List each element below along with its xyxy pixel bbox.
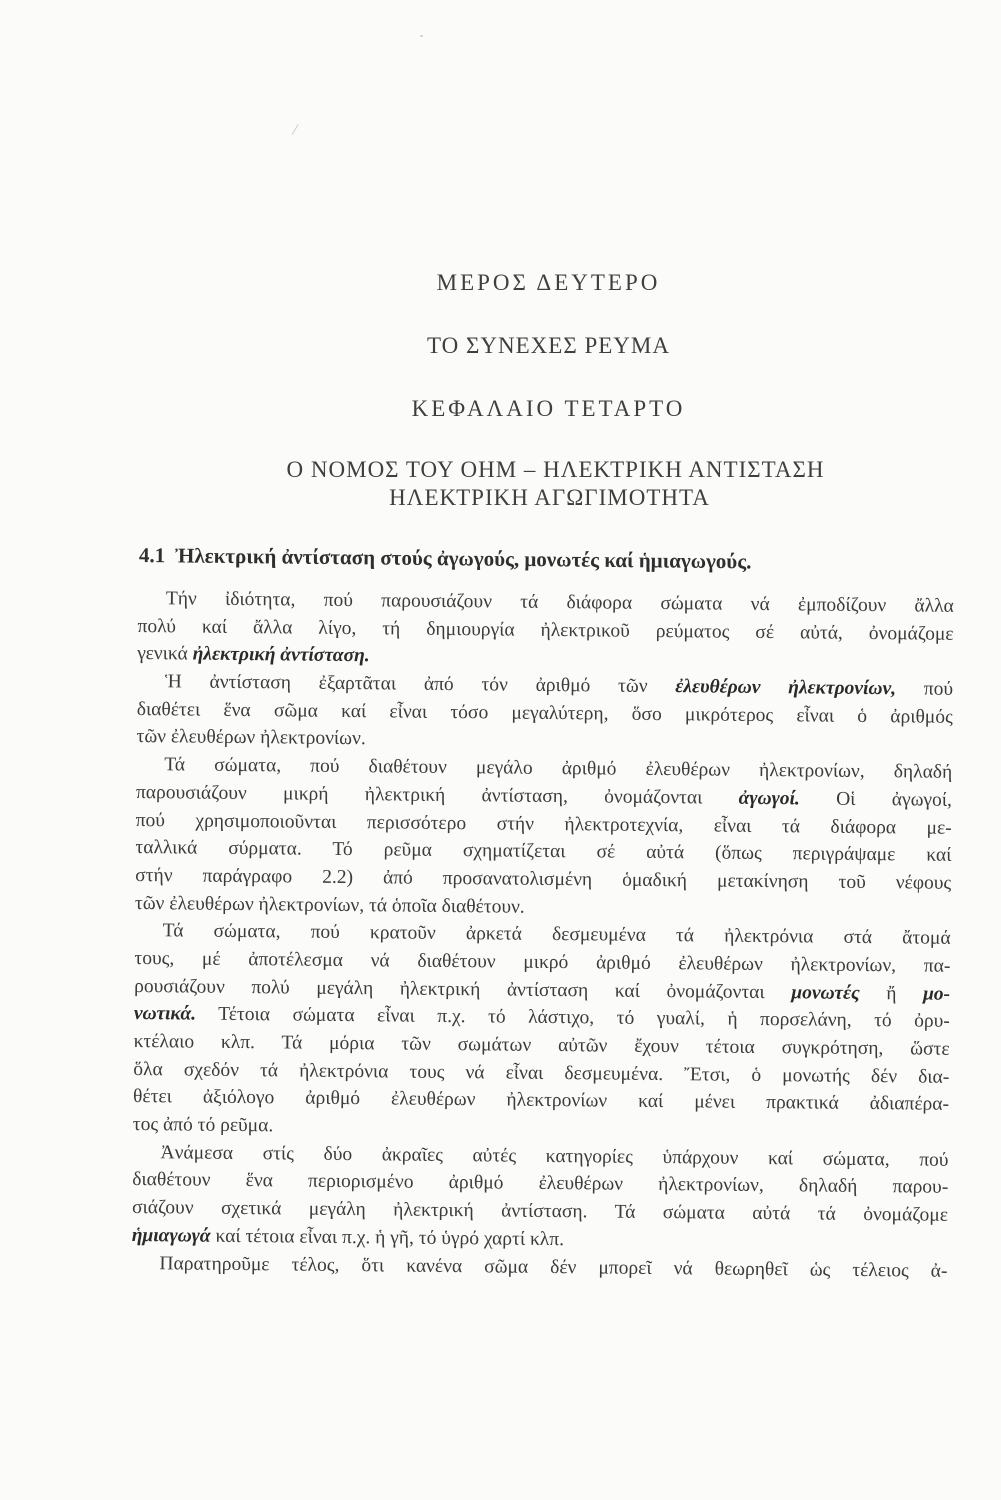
text-line: θέτει ἀξιόλογο ἀριθμό ἐλευθέρων ἠλεκτρονίων καί μένει πρακτικά ἀδιαπέρα- bbox=[132, 1086, 950, 1116]
text-line: πολύ καί ἄλλα λίγο, τή δημιουργία ἠλεκτρικοῦ ρεύματος σέ αὐτά, ὀνομάζομε bbox=[137, 615, 954, 645]
chapter-title-line-2: ΗΛΕΚΤΡΙΚΗ ΑΓΩΓΙΜΟΤΗΤΑ bbox=[389, 485, 710, 510]
text-line: τῶν ἐλευθέρων ἠλεκτρονίων, τά ὁποῖα διαθέτουν. bbox=[134, 892, 525, 918]
text-line: Ἀνάμεσα στίς δύο ἀκραῖες αὐτές κατηγορίες ὑπάρχουν καί σώματα, πού bbox=[160, 1141, 949, 1171]
text-line: Τήν ἰδιότητα, πού παρουσιάζουν τά διάφορα σώματα νά ἐμποδίζουν ἄλλα bbox=[165, 588, 954, 617]
text-line: τος ἀπό τό ρεῦμα. bbox=[132, 1114, 274, 1137]
emphasized-term: μονωτές bbox=[791, 981, 860, 1004]
text-line: ὅλα σχεδόν τά ἠλεκτρόνια τους νά εἶναι δεσμευμένα. Ἔτσι, ὁ μονωτής δέν δια- bbox=[133, 1058, 950, 1088]
text-line: Τά σώματα, πού κρατοῦν ἀρκετά δεσμευμένα τά ἠλεκτρόνια στά ἄτομά bbox=[162, 920, 951, 950]
text-line: Παρατηροῦμε τέλος, ὅτι κανένα σῶμα δέν μπορεῖ νά θεωρηθεῖ ὡς τέλειος ἀ- bbox=[159, 1252, 948, 1282]
text-line: πού χρησιμοποιοῦνται περισσότερο στήν ἠλεκτροτεχνία, εἶναι τά διάφορα με- bbox=[135, 809, 952, 839]
section-title: ΤΟ ΣΥΝΕΧΕΣ ΡΕΥΜΑ bbox=[427, 333, 670, 358]
text-run: παρουσιάζουν μικρή ἠλεκτρική ἀντίσταση, ὀνομάζονται bbox=[135, 781, 739, 809]
scan-speck bbox=[420, 35, 423, 37]
text-run: ἤ bbox=[859, 982, 924, 1005]
text-run: Ἡ ἀντίσταση ἐξαρτᾶται ἀπό τόν ἀριθμό τῶν bbox=[164, 671, 676, 698]
emphasized-term: ἡμιαγωγά bbox=[131, 1224, 211, 1247]
emphasized-term: μο- bbox=[922, 983, 951, 1005]
text-run: καί τέτοια εἶναι π.χ. ἡ γῆ, τό ὑγρό χαρτί κλπ. bbox=[210, 1225, 565, 1250]
text-line: τους, μέ ἀποτέλεσμα νά διαθέτουν μικρό ἀριθμό ἐλευθέρων ἠλεκτρονίων, πα- bbox=[134, 947, 951, 977]
chapter-label: ΚΕΦΑΛΑΙΟ ΤΕΤΑΡΤΟ bbox=[411, 396, 686, 421]
text-line: ταλλικά σύρματα. Τό ρεῦμα σχηματίζεται σέ αὐτά (ὅπως περιγράψαμε καί bbox=[135, 837, 952, 867]
text-line: διαθέτει ἕνα σῶμα καί εἶναι τόσο μεγαλύτερη, ὅσο μικρότερος εἶναι ὁ ἀριθμός bbox=[136, 698, 953, 728]
text-run: Τέτοια σώματα εἶναι π.χ. τό λάστιχο, τό γυαλί, ἡ πορσελάνη, τό ὀρυ- bbox=[195, 1003, 950, 1033]
body-text bbox=[131, 585, 954, 1285]
text-run: πού bbox=[895, 678, 954, 700]
text-run: γενικά bbox=[137, 643, 193, 665]
emphasized-term: ἐλευθέρων ἠλεκτρονίων, bbox=[675, 676, 897, 700]
text-run: Οἱ ἀγωγοί, bbox=[799, 788, 953, 811]
part-title: ΜΕΡΟΣ ΔΕΥΤΕΡΟ bbox=[436, 270, 661, 295]
subsection-title: Ἠλεκτρική ἀντίσταση στούς ἀγωγούς, μονωτές καί ἡμιαγωγούς. bbox=[175, 543, 752, 574]
emphasized-term: ἀγωγοί. bbox=[738, 787, 800, 810]
emphasized-term: νωτικά. bbox=[133, 1003, 197, 1025]
chapter-title-line-1: Ο ΝΟΜΟΣ ΤΟΥ ΟΗΜ – ΗΛΕΚΤΡΙΚΗ ΑΝΤΙΣΤΑΣΗ bbox=[286, 457, 825, 482]
scan-mark bbox=[292, 124, 308, 140]
subsection-number: 4.1 bbox=[138, 543, 166, 568]
emphasized-term: ἠλεκτρική ἀντίσταση. bbox=[192, 643, 370, 667]
text-line: τῶν ἐλευθέρων ἠλεκτρονίων. bbox=[136, 726, 366, 750]
text-line: στήν παράγραφο 2.2) ἀπό προσανατολισμένη ὁμαδική μετακίνηση τοῦ νέφους bbox=[135, 864, 952, 894]
text-line: κτέλαιο κλπ. Τά μόρια τῶν σωμάτων αὐτῶν ἔχουν τέτοια συγκρότηση, ὥστε bbox=[133, 1030, 950, 1060]
subsection-heading bbox=[139, 543, 752, 574]
text-line: Τά σώματα, πού διαθέτουν μεγάλο ἀριθμό ἐλευθέρων ἠλεκτρονίων, δηλαδή bbox=[164, 754, 953, 783]
text-run: ρουσιάζουν πολύ μεγάλη ἠλεκτρική ἀντίσταση καί ὀνομάζονται bbox=[134, 975, 792, 1003]
text-line: διαθέτουν ἕνα περιορισμένο ἀριθμό ἐλευθέρων ἠλεκτρονίων, δηλαδή παρου- bbox=[132, 1169, 949, 1199]
text-line: σιάζουν σχετικά μεγάλη ἠλεκτρική ἀντίσταση. Τά σώματα αὐτά τά ὀνομάζομε bbox=[131, 1197, 949, 1226]
